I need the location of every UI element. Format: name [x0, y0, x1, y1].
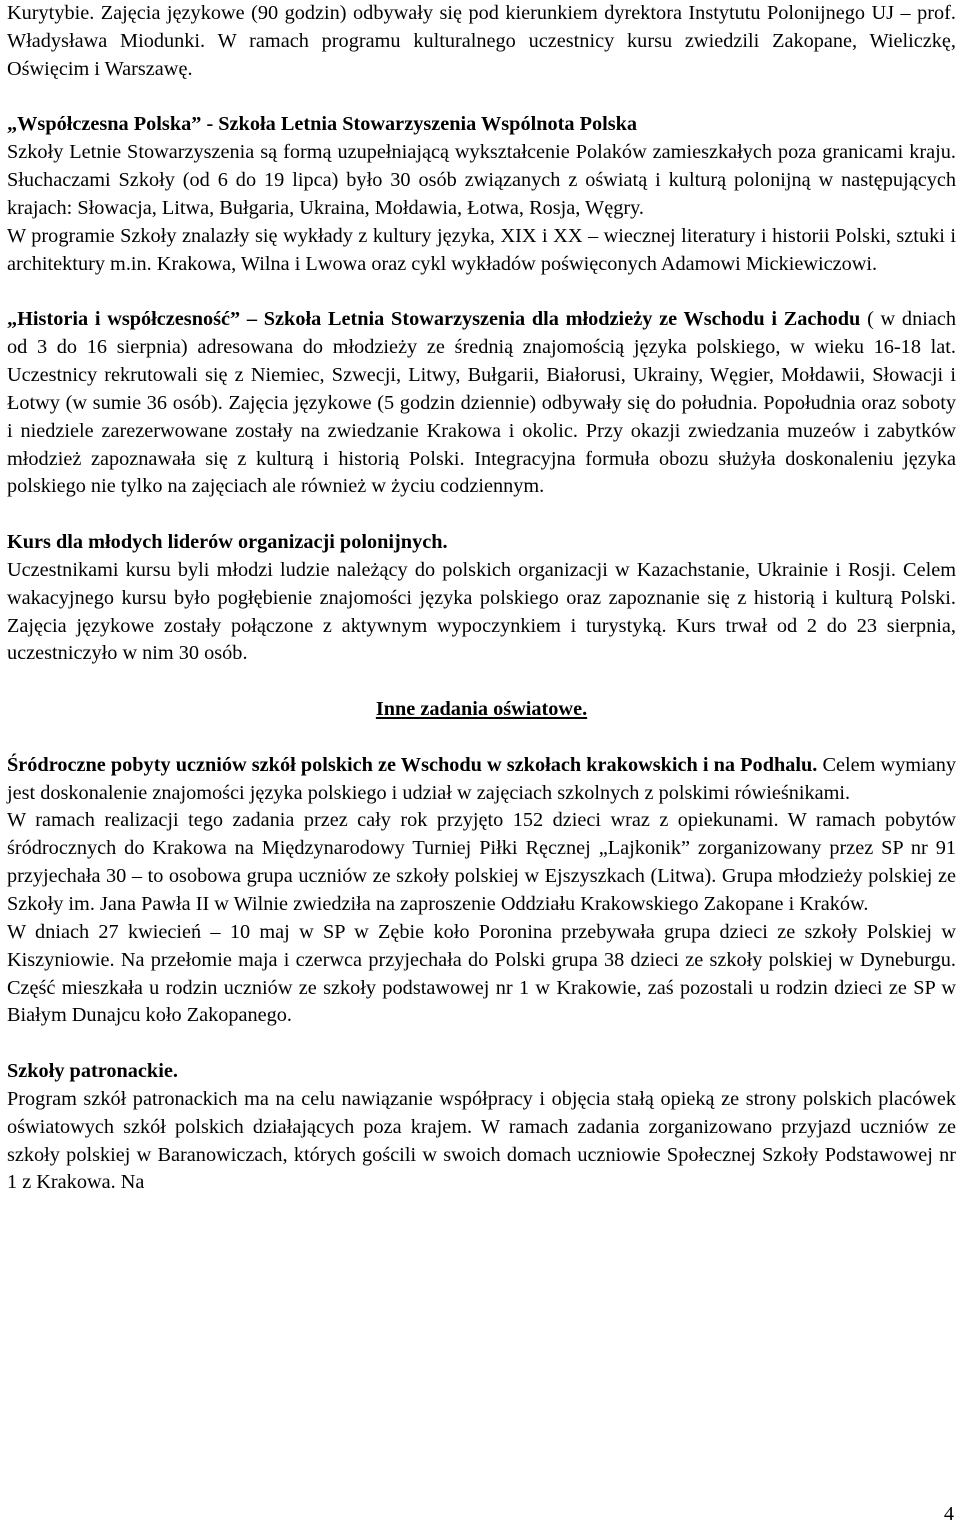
document-page	[7, 0, 956, 1197]
spacer	[7, 501, 956, 529]
section-paragraph	[7, 306, 956, 501]
section-summer-school-history	[7, 306, 956, 501]
section-text: ( w dniach od 3 do 16 sierpnia) adresowana do młodzieży ze średnią znajomością języka polskiego, w wieku 16-18 lat. Uczestnicy rekrutowali się z Niemiec, Szwecji, Litwy, Bułgarii, Białorusi, Ukrainy, Węgier, Mołdawii, Słowacji i Łotwy (w sumie 36 osób). Zajęcia językowe (5 godzin dziennie) odbywały się do południa. Popołudnia oraz soboty i niedziele zarezerwowane zostały na zwiedzanie Krakowa i okolic. Przy okazji zwiedzania muzeów i zabytków młodzież zapoznawała się z kulturą i historią Polski. Integracyjna formuła obozu służyła doskonaleniu języka polskiego nie tylko na zajęciach ale również w życiu codziennym.	[7, 308, 956, 498]
section-paragraph: Uczestnikami kursu byli młodzi ludzie należący do polskich organizacji w Kazachstanie, Ukrainie i Rosji. Celem wakacyjnego kursu było pogłębienie znajomości języka polskiego oraz zapoznanie się z historią i kulturą Polski. Zajęcia językowe zostały połączone z aktywnym wypoczynkiem i turystyką. Kurs trwał od 2 do 23 sierpnia, uczestniczyło w nim 30 osób.	[7, 558, 956, 665]
section-paragraph: Szkoły Letnie Stowarzyszenia są formą uzupełniającą wykształcenie Polaków zamieszkałych poza granicami kraju. Słuchaczami Szkoły (od 6 do 19 lipca) było 30 osób związanych z oświatą i kulturą polonijną w następujących krajach: Słowacja, Litwa, Bułgaria, Ukraina, Mołdawia, Łotwa, Rosja, Węgry.	[7, 141, 956, 219]
spacer	[7, 1030, 956, 1058]
spacer	[7, 668, 956, 696]
section-title: Śródroczne pobyty uczniów szkół polskich ze Wschodu w szkołach krakowskich i na Podhalu.	[7, 753, 818, 776]
spacer	[7, 724, 956, 752]
section-title: „Historia i współczesność” – Szkoła Letnia Stowarzyszenia dla młodzieży ze Wschodu i Zachodu	[7, 308, 861, 331]
section-patron-schools	[7, 1058, 956, 1197]
spacer	[7, 278, 956, 306]
section-paragraph: W programie Szkoły znalazły się wykłady z kultury języka, XIX i XX – wiecznej literatury i historii Polski, sztuki i architektury m.in. Krakowa, Wilna i Lwowa oraz cykl wykładów poświęconych Adamowi Mickiewiczowi.	[7, 224, 956, 275]
page-number: 4	[943, 1503, 954, 1525]
section-summer-school-contemporary-poland	[7, 111, 956, 278]
section-heading: Inne zadania oświatowe.	[375, 698, 588, 721]
section-text: Celem wymiany jest doskonalenie znajomości języka polskiego i udział w zajęciach szkolnych z polskimi rówieśnikami.	[7, 753, 957, 804]
section-paragraph: Program szkół patronackich ma na celu nawiązanie współpracy i objęcia stałą opieką ze strony polskich placówek oświatowych szkół polskich działających poza krajem. W ramach zadania zorganizowano przyjazd uczniów ze szkoły polskiej w Baranowiczach, których gościli w swoich domach uczniowie Społecznej Szkoły Podstawowej nr 1 z Krakowa. Na	[7, 1087, 956, 1194]
spacer	[7, 84, 956, 112]
section-title: Kurs dla młodych liderów organizacji polonijnych.	[7, 531, 448, 554]
section-title: Szkoły patronackie.	[7, 1060, 178, 1083]
section-title: „Współczesna Polska” - Szkoła Letnia Stowarzyszenia Wspólnota Polska	[7, 113, 638, 136]
section-paragraph: W ramach realizacji tego zadania przez cały rok przyjęto 152 dzieci wraz z opiekunami. W ramach pobytów śródrocznych do Krakowa na Międzynarodowy Turniej Piłki Ręcznej „Lajkonik” zorganizowany przez SP nr 91 przyjechała 30 – to osobowa grupa uczniów ze szkoły polskiej w Ejszyszkach (Litwa). Grupa młodzieży polskiej ze Szkoły im. Jana Pawła II w Wilnie zwiedziła na zaproszenie Oddziału Krakowskiego Zakopane i Kraków.	[7, 809, 956, 915]
section-paragraph	[7, 752, 956, 808]
section-midyear-stays	[7, 752, 956, 1030]
intro-paragraph: Kurytybie. Zajęcia językowe (90 godzin) odbywały się pod kierunkiem dyrektora Instytutu Polonijnego UJ – prof. Władysława Miodunki. W ramach programu kulturalnego uczestnicy kursu zwiedzili Zakopane, Wieliczkę, Oświęcim i Warszawę.	[7, 2, 956, 80]
section-paragraph: W dniach 27 kwiecień – 10 maj w SP w Zębie koło Poronina przebywała grupa dzieci ze szkoły Polskiej w Kiszyniowie. Na przełomie maja i czerwca przyjechała do Polski grupa 38 dzieci ze szkoły polskiej w Dyneburgu. Część mieszkała u rodzin uczniów ze szkoły podstawowej nr 1 w Krakowie, zaś pozostali u rodzin dzieci ze SP w Białym Dunajcu koło Zakopanego.	[7, 920, 956, 1027]
section-leaders-course	[7, 529, 956, 668]
